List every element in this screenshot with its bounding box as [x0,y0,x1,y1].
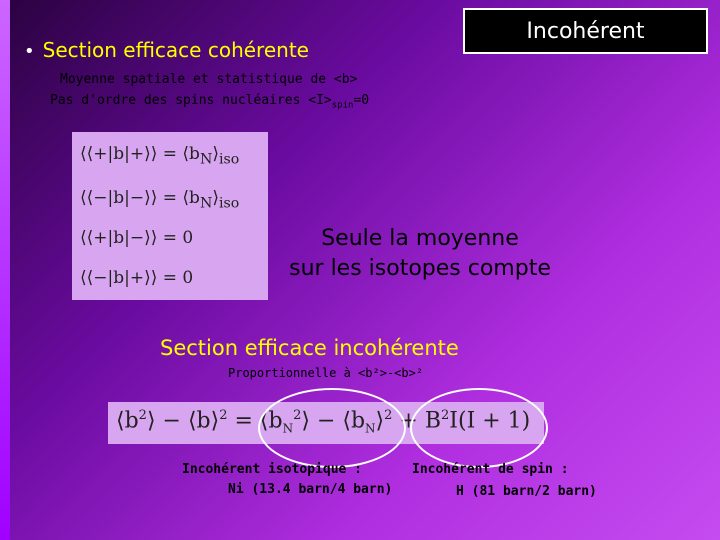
equation-rhs: = ⟨b [162,188,200,208]
formula-part: ⟩ − ⟨b [301,408,366,434]
equation-rhs-tail-sub: iso [218,151,240,168]
equation-rhs-tail: ⟩ [212,188,219,208]
equation-rhs: = ⟨b [162,144,200,164]
formula-sup: 2 [441,408,450,423]
equation-rhs: = 0 [162,228,194,248]
equation-row [80,188,239,211]
spin-highlight-ellipse [410,388,548,468]
isotopic-highlight-ellipse [258,388,406,468]
equation-lhs: ⟨⟨+|b|+⟩⟩ [80,144,158,164]
incoherent-badge: Incohérent [463,8,708,54]
caption-spin-label: Incohérent de spin : [412,462,569,477]
formula-part: ⟩ [375,408,385,434]
subtitle-line-2-sub: spin [331,100,354,111]
proportional-text: Proportionnelle à <b²>-<b>² [228,366,424,380]
equation-rhs-tail: ⟩ [212,144,219,164]
subtitle-line-2 [50,93,369,111]
formula-sub: N [365,421,376,436]
formula-part: ⟩ − ⟨b⟩ [146,408,220,434]
matrix-element-equations [72,132,268,300]
subtitle-line-2-prefix: Pas d'ordre des spins nucléaires <I> [50,93,332,108]
caption-isotopic-label: Incohérent isotopique : [182,462,363,477]
left-accent-bar [0,0,10,540]
formula-part: I(I + 1) [449,408,531,434]
subtitle-line-2-suffix: =0 [353,93,370,108]
isotope-note-line-2: sur les isotopes compte [289,256,551,281]
equation-lhs: ⟨⟨−|b|−⟩⟩ [80,188,158,208]
formula-sub: N [282,421,294,436]
equation-row [80,268,193,288]
caption-isotopic-value: Ni (13.4 barn/4 barn) [228,482,393,497]
equation-row [80,144,239,167]
incoherent-section-title: Section efficace incohérente [160,336,459,360]
subtitle-line-1: Moyenne spatiale et statistique de <b> [60,72,358,87]
equation-lhs: ⟨⟨−|b|+⟩⟩ [80,268,158,288]
formula-sup: 2 [384,408,393,423]
formula-sup: 2 [219,408,228,423]
bullet-icon: • [24,41,35,62]
formula-part: + B [392,408,442,434]
equation-rhs-sub: N [199,195,213,212]
formula-part: ⟨b [116,408,139,434]
equation-rhs-sub: N [199,151,213,168]
formula-sup: 2 [293,408,302,423]
isotope-note-line-1: Seule la moyenne [321,226,519,251]
formula-sup: 2 [138,408,147,423]
equation-rhs: = 0 [162,268,194,288]
isotope-note [270,224,570,284]
caption-spin-value: H (81 barn/2 barn) [456,484,597,499]
equation-lhs: ⟨⟨+|b|−⟩⟩ [80,228,158,248]
equation-rhs-tail-sub: iso [218,195,240,212]
formula-part: = ⟨b [227,408,283,434]
equation-row [80,228,193,248]
title-text: Section efficace cohérente [42,38,309,62]
slide-title [24,38,309,62]
